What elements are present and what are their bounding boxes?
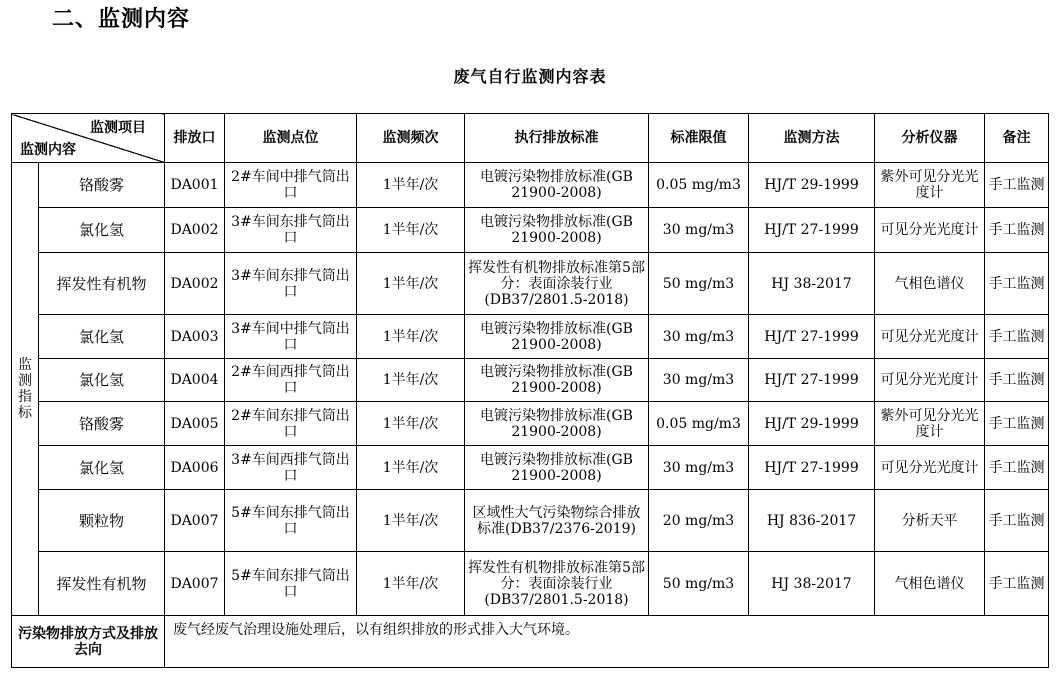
monitoring-item-cell: 颗粒物 bbox=[39, 490, 165, 552]
frequency-cell: 1半年/次 bbox=[357, 163, 465, 208]
standard-cell: 电镀污染物排放标准(GB 21900-2008) bbox=[465, 163, 649, 208]
outlet-cell: DA007 bbox=[165, 490, 225, 552]
instrument-cell: 气相色谱仪 bbox=[875, 552, 985, 616]
method-cell: HJ/T 27-1999 bbox=[749, 359, 875, 402]
section-title: 二、监测内容 bbox=[52, 7, 191, 32]
limit-cell: 20 mg/m3 bbox=[649, 490, 749, 552]
limit-cell: 30 mg/m3 bbox=[649, 315, 749, 359]
table-row bbox=[12, 163, 1049, 208]
monitoring-item-cell: 挥发性有机物 bbox=[39, 552, 165, 616]
outlet-cell: DA002 bbox=[165, 253, 225, 315]
header-corner-top: 监测项目 bbox=[90, 120, 146, 136]
header-frequency: 监测频次 bbox=[357, 114, 465, 163]
monitoring-point-cell: 2#车间中排气筒出口 bbox=[225, 163, 357, 208]
table-row bbox=[12, 208, 1049, 253]
table-row bbox=[12, 253, 1049, 315]
note-cell: 手工监测 bbox=[985, 490, 1049, 552]
side-label-cell bbox=[12, 163, 39, 616]
instrument-cell: 可见分光光度计 bbox=[875, 208, 985, 253]
side-label-char: 指 bbox=[18, 389, 32, 405]
note-cell: 手工监测 bbox=[985, 446, 1049, 490]
note-cell: 手工监测 bbox=[985, 402, 1049, 446]
table-header-row bbox=[12, 114, 1049, 163]
monitoring-point-cell: 2#车间西排气筒出口 bbox=[225, 359, 357, 402]
method-cell: HJ/T 29-1999 bbox=[749, 163, 875, 208]
instrument-cell: 可见分光光度计 bbox=[875, 446, 985, 490]
outlet-cell: DA001 bbox=[165, 163, 225, 208]
standard-cell: 电镀污染物排放标准(GB 21900-2008) bbox=[465, 315, 649, 359]
frequency-cell: 1半年/次 bbox=[357, 253, 465, 315]
header-note: 备注 bbox=[985, 114, 1049, 163]
frequency-cell: 1半年/次 bbox=[357, 208, 465, 253]
method-cell: HJ 38-2017 bbox=[749, 552, 875, 616]
table-row bbox=[12, 359, 1049, 402]
frequency-cell: 1半年/次 bbox=[357, 359, 465, 402]
standard-cell: 电镀污染物排放标准(GB 21900-2008) bbox=[465, 359, 649, 402]
frequency-cell: 1半年/次 bbox=[357, 402, 465, 446]
limit-cell: 0.05 mg/m3 bbox=[649, 402, 749, 446]
header-instrument: 分析仪器 bbox=[875, 114, 985, 163]
table-title: 废气自行监测内容表 bbox=[453, 67, 607, 86]
method-cell: HJ 836-2017 bbox=[749, 490, 875, 552]
outlet-cell: DA003 bbox=[165, 315, 225, 359]
monitoring-point-cell: 5#车间东排气筒出口 bbox=[225, 490, 357, 552]
table-row bbox=[12, 402, 1049, 446]
outlet-cell: DA005 bbox=[165, 402, 225, 446]
table-row bbox=[12, 490, 1049, 552]
standard-cell: 区域性大气污染物综合排放标准(DB37/2376-2019) bbox=[465, 490, 649, 552]
frequency-cell: 1半年/次 bbox=[357, 315, 465, 359]
method-cell: HJ/T 27-1999 bbox=[749, 208, 875, 253]
limit-cell: 50 mg/m3 bbox=[649, 253, 749, 315]
method-cell: HJ 38-2017 bbox=[749, 253, 875, 315]
frequency-cell: 1半年/次 bbox=[357, 552, 465, 616]
table-row bbox=[12, 446, 1049, 490]
monitoring-point-cell: 5#车间东排气筒出口 bbox=[225, 552, 357, 616]
outlet-cell: DA006 bbox=[165, 446, 225, 490]
monitoring-item-cell: 氯化氢 bbox=[39, 359, 165, 402]
frequency-cell: 1半年/次 bbox=[357, 446, 465, 490]
note-cell: 手工监测 bbox=[985, 208, 1049, 253]
side-label-char: 监 bbox=[18, 357, 32, 373]
header-outlet: 排放口 bbox=[165, 114, 225, 163]
limit-cell: 30 mg/m3 bbox=[649, 446, 749, 490]
monitoring-item-cell: 铬酸雾 bbox=[39, 402, 165, 446]
side-label-char: 测 bbox=[18, 373, 32, 389]
limit-cell: 30 mg/m3 bbox=[649, 359, 749, 402]
header-method: 监测方法 bbox=[749, 114, 875, 163]
table-row bbox=[12, 552, 1049, 616]
instrument-cell: 可见分光光度计 bbox=[875, 315, 985, 359]
side-label-char: 标 bbox=[18, 405, 32, 421]
note-cell: 手工监测 bbox=[985, 552, 1049, 616]
monitoring-item-cell: 氯化氢 bbox=[39, 446, 165, 490]
instrument-cell: 紫外可见分光光度计 bbox=[875, 163, 985, 208]
monitoring-point-cell: 2#车间东排气筒出口 bbox=[225, 402, 357, 446]
note-cell: 手工监测 bbox=[985, 163, 1049, 208]
monitoring-item-cell: 挥发性有机物 bbox=[39, 253, 165, 315]
monitoring-point-cell: 3#车间东排气筒出口 bbox=[225, 208, 357, 253]
method-cell: HJ/T 27-1999 bbox=[749, 446, 875, 490]
header-point: 监测点位 bbox=[225, 114, 357, 163]
limit-cell: 50 mg/m3 bbox=[649, 552, 749, 616]
limit-cell: 30 mg/m3 bbox=[649, 208, 749, 253]
instrument-cell: 气相色谱仪 bbox=[875, 253, 985, 315]
footer-text: 废气经废气治理设施处理后，以有组织排放的形式排入大气环境。 bbox=[165, 616, 1049, 668]
outlet-cell: DA004 bbox=[165, 359, 225, 402]
note-cell: 手工监测 bbox=[985, 315, 1049, 359]
monitoring-item-cell: 氯化氢 bbox=[39, 208, 165, 253]
limit-cell: 0.05 mg/m3 bbox=[649, 163, 749, 208]
footer-label: 污染物排放方式及排放去向 bbox=[12, 616, 165, 668]
header-corner-cell bbox=[12, 114, 165, 163]
monitoring-item-cell: 铬酸雾 bbox=[39, 163, 165, 208]
note-cell: 手工监测 bbox=[985, 359, 1049, 402]
standard-cell: 电镀污染物排放标准(GB 21900-2008) bbox=[465, 402, 649, 446]
instrument-cell: 紫外可见分光光度计 bbox=[875, 402, 985, 446]
header-limit: 标准限值 bbox=[649, 114, 749, 163]
header-corner-bottom: 监测内容 bbox=[20, 142, 76, 158]
method-cell: HJ/T 27-1999 bbox=[749, 315, 875, 359]
header-standard: 执行排放标准 bbox=[465, 114, 649, 163]
monitoring-point-cell: 3#车间中排气筒出口 bbox=[225, 315, 357, 359]
table-row bbox=[12, 315, 1049, 359]
footer-row bbox=[12, 616, 1049, 668]
monitoring-point-cell: 3#车间东排气筒出口 bbox=[225, 253, 357, 315]
standard-cell: 电镀污染物排放标准(GB 21900-2008) bbox=[465, 446, 649, 490]
outlet-cell: DA002 bbox=[165, 208, 225, 253]
monitoring-point-cell: 3#车间西排气筒出口 bbox=[225, 446, 357, 490]
monitoring-item-cell: 氯化氢 bbox=[39, 315, 165, 359]
standard-cell: 电镀污染物排放标准(GB 21900-2008) bbox=[465, 208, 649, 253]
outlet-cell: DA007 bbox=[165, 552, 225, 616]
method-cell: HJ/T 29-1999 bbox=[749, 402, 875, 446]
note-cell: 手工监测 bbox=[985, 253, 1049, 315]
instrument-cell: 可见分光光度计 bbox=[875, 359, 985, 402]
monitoring-table bbox=[11, 113, 1049, 668]
standard-cell: 挥发性有机物排放标准第5部分：表面涂装行业(DB37/2801.5-2018) bbox=[465, 253, 649, 315]
standard-cell: 挥发性有机物排放标准第5部分：表面涂装行业(DB37/2801.5-2018) bbox=[465, 552, 649, 616]
frequency-cell: 1半年/次 bbox=[357, 490, 465, 552]
instrument-cell: 分析天平 bbox=[875, 490, 985, 552]
